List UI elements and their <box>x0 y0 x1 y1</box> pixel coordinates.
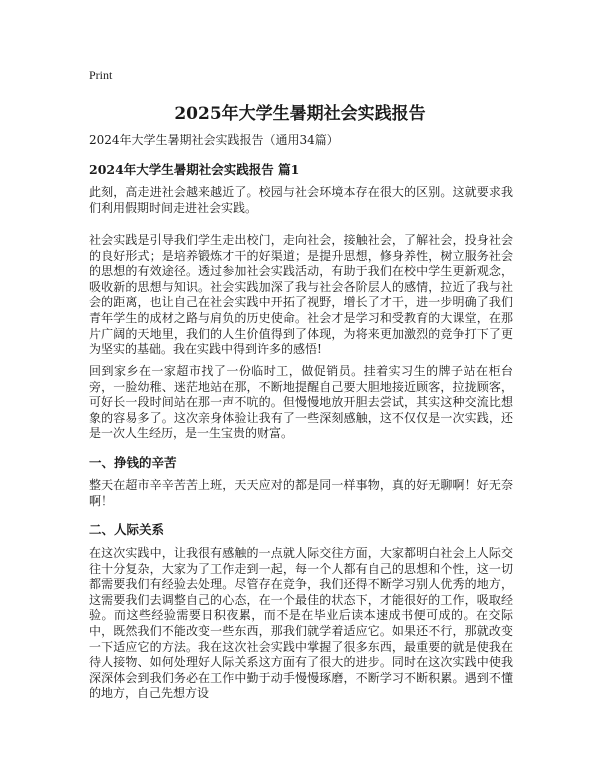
paragraph-social-practice: 社会实践是引导我们学生走出校门，走向社会，接触社会，了解社会，投身社会的良好形式；是培养锻炼才干的好渠道；是提升思想，修身养性，树立服务社会的思想的有效途径。透过参加社会实践活动，有助于我们在校中学生更新观念，吸收新的思想与知识。社会实践加深了我与社会各阶层人的感情，拉近了我与社会的距离，也让自己在社会实践中开拓了视野，增长了才干，进一步明确了我们青年学生的成材之路与肩负的历史使命。社会才是学习和受教育的大课堂，在那片广阔的天地里，我们的人生价值得到了体现，为将来更加激烈的竞争打下了更为坚实的基础。我在实践中得到许多的感悟! <box>89 233 513 357</box>
section-heading-relations: 二、人际关系 <box>89 522 165 537</box>
paragraph-earning: 整天在超市辛辛苦苦上班，天天应对的都是同一样事物，真的好无聊啊！好无奈啊！ <box>89 478 513 508</box>
section-heading-earning: 一、挣钱的辛苦 <box>89 455 177 470</box>
paragraph-supermarket: 回到家乡在一家超市找了一份临时工，做促销员。挂着实习生的牌子站在柜台旁，一脸幼稚、迷茫地站在那，不断地提醒自己要大胆地接近顾客，拉拢顾客，可好长一段时间站在那一声不吭的。但慢慢地放开胆去尝试，其实这种交流比想象的容易多了。这次亲身体验让我有了一些深刻感触，这不仅仅是一次实践，还是一次人生经历，是一生宝贵的财富。 <box>89 364 513 441</box>
paragraph-intro: 此刻，高走进社会越来越近了。校园与社会环境本存在很大的区别。这就要求我们利用假期时间走进社会实践。 <box>89 185 513 215</box>
document-subtitle: 2024年大学生暑期社会实践报告（通用34篇） <box>89 133 339 147</box>
article-heading: 2024年大学生暑期社会实践报告 篇1 <box>89 162 300 177</box>
document-title: 2025年大学生暑期社会实践报告 <box>174 104 426 124</box>
paragraph-relations: 在这次实践中，让我很有感触的一点就人际交往方面，大家都明白社会上人际交往十分复杂，大家为了工作走到一起，每一个人都有自己的思想和个性，这一切都需要我们有经验去处理。尽管存在竞争，我们还得不断学习别人优秀的地方，这需要我们去调整自己的心态，在一个最佳的状态下，才能很好的工作，吸取经验。而这些经验需要日积夜累，而不是在毕业后读本速成书便可成的。在交际中，既然我们不能改变一些东西，那我们就学着适应它。如果还不行，那就改变一下适应它的方法。我在这次社会实践中掌握了很多东西，最重要的就是使我在待人接物、如何处理好人际关系这方面有了很大的进步。同时在这次实践中使我深深体会到我们务必在工作中勤于动手慢慢琢磨，不断学习不断积累。遇到不懂的地方，自己先想方设 <box>89 546 513 701</box>
print-label[interactable]: Print <box>89 68 113 82</box>
